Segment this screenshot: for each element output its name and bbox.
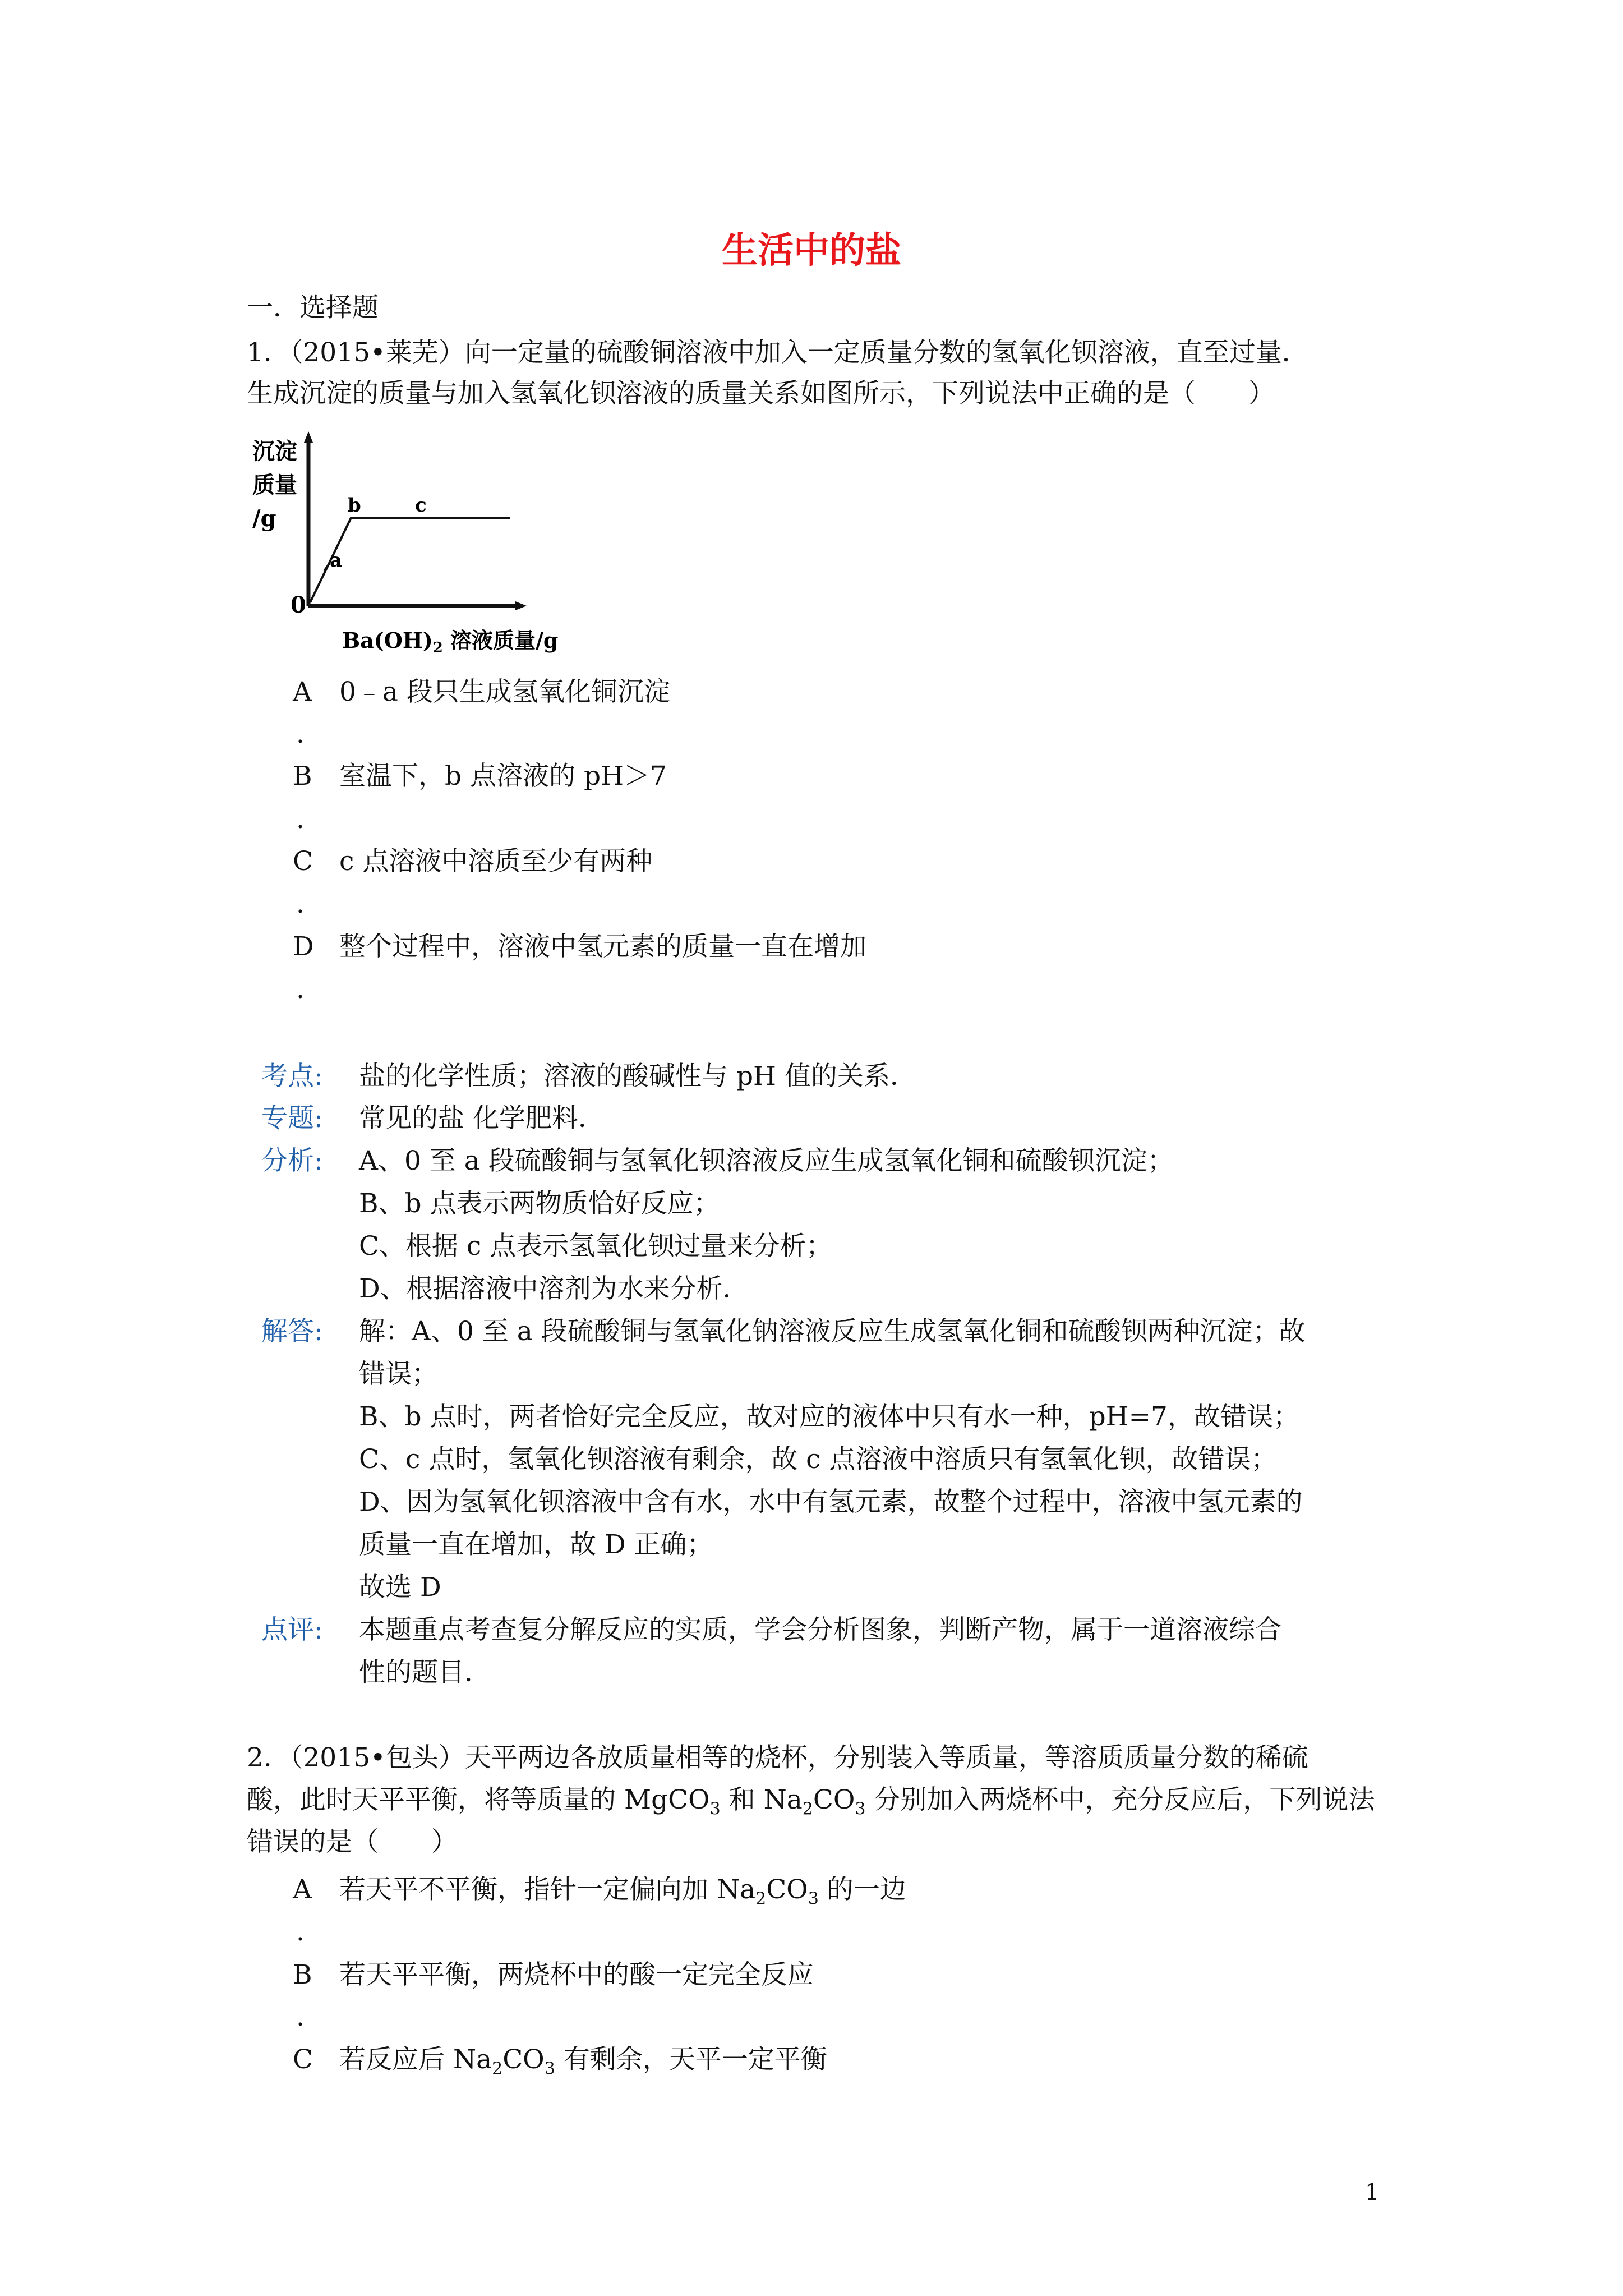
- q1-option-d-dot: .: [296, 974, 305, 1005]
- jieda-line-1: 解：A、0 至 a 段硫酸铜与氢氧化钠溶液反应生成氢氧化铜和硫酸钡两种沉淀；故: [359, 1316, 1306, 1347]
- dianping-line-1: 本题重点考查复分解反应的实质，学会分析图象，判断产物，属于一道溶液综合: [359, 1614, 1281, 1645]
- fenxi-label: 分析:: [261, 1145, 323, 1176]
- q1-option-c-dot: .: [296, 889, 305, 919]
- q2-option-b-text[interactable]: 若天平平衡，两烧杯中的酸一定完全反应: [339, 1959, 814, 1990]
- page-number: 1: [1365, 2179, 1380, 2205]
- q1-graph: [247, 426, 561, 662]
- point-b-label: b: [348, 494, 361, 517]
- point-a-label: a: [330, 549, 343, 572]
- q2-stem-line1: 2．（2015•包头）天平两边各放质量相等的烧杯，分别装入等质量，等溶质质量分数的稀硫: [247, 1742, 1308, 1773]
- q1-option-a-text[interactable]: 0﹣a 段只生成氢氧化铜沉淀: [339, 677, 670, 707]
- origin-label: 0: [291, 592, 306, 618]
- q2-stem-line2: 酸，此时天平平衡，将等质量的 MgCO$_3$ 和 $Na_2CO_3$ 分别加入两烧杯中，充分反应后，下列说法: [247, 1784, 1375, 1819]
- jieda-line-5: D、因为氢氧化钡溶液中含有水，水中有氢元素，故整个过程中，溶液中氢元素的: [359, 1487, 1303, 1517]
- kaodian-text: 盐的化学性质；溶液的酸碱性与 pH 值的关系．: [359, 1061, 916, 1092]
- q1-option-b-text[interactable]: 室温下，b 点溶液的 pH＞7: [339, 761, 667, 792]
- q1-option-c-text[interactable]: c 点溶液中溶质至少有两种: [339, 846, 653, 877]
- kaodian-label: 考点:: [261, 1061, 323, 1092]
- fenxi-line-3: C、根据 c 点表示氢氧化钡过量来分析；: [359, 1231, 833, 1262]
- section-heading: 一．选择题: [247, 292, 379, 323]
- q2-option-a-dot: .: [296, 1916, 305, 1947]
- q1-option-a-letter: A: [293, 677, 312, 707]
- jieda-line-3: B、b 点时，两者恰好完全反应，故对应的液体中只有水一种，pH=7，故错误；: [359, 1401, 1299, 1432]
- q2-option-b-letter: B: [293, 1959, 312, 1990]
- y-label-1: 沉淀: [252, 438, 297, 464]
- q2-option-c-text[interactable]: 若反应后 $Na_2CO_3$ 有剩余，天平一定平衡: [339, 2044, 827, 2079]
- fenxi-line-4: D、根据溶液中溶剂为水来分析．: [359, 1273, 749, 1304]
- q1-option-b-letter: B: [293, 761, 312, 792]
- y-label-2: 质量: [252, 472, 297, 498]
- dianping-label: 点评:: [261, 1614, 323, 1645]
- q2-stem-line3: 错误的是（ ）: [247, 1826, 458, 1857]
- q1-stem-line1: 1．（2015•莱芜）向一定量的硫酸铜溶液中加入一定质量分数的氢氧化钡溶液，直至过量．: [247, 337, 1308, 368]
- page-title: 生活中的盐: [722, 229, 901, 272]
- zhuanti-label: 专题:: [261, 1103, 323, 1134]
- zhuanti-text: 常见的盐 化学肥料．: [359, 1103, 605, 1134]
- jieda-label: 解答:: [261, 1316, 323, 1347]
- q1-option-a-dot: .: [296, 719, 305, 749]
- q1-stem-line2: 生成沉淀的质量与加入氢氧化钡溶液的质量关系如图所示，下列说法中正确的是（ ）: [247, 378, 1275, 409]
- x-axis-label: $Ba(OH)_2$ 溶液质量/g: [342, 628, 559, 656]
- jieda-line-4: C、c 点时，氢氧化钡溶液有剩余，故 c 点溶液中溶质只有氢氧化钡，故错误；: [359, 1444, 1278, 1475]
- dianping-line-2: 性的题目．: [359, 1657, 491, 1688]
- q1-option-d-text[interactable]: 整个过程中，溶液中氢元素的质量一直在增加: [339, 931, 866, 962]
- jieda-line-2: 错误；: [359, 1359, 438, 1389]
- q2-option-c-letter: C: [293, 2044, 313, 2075]
- q2-option-a-letter: A: [293, 1874, 312, 1905]
- q2-option-b-dot: .: [296, 2001, 305, 2032]
- fenxi-line-1: A、0 至 a 段硫酸铜与氢氧化钡溶液反应生成氢氧化铜和硫酸钡沉淀；: [359, 1145, 1174, 1176]
- jieda-line-6: 质量一直在增加，故 D 正确；: [359, 1529, 713, 1560]
- fenxi-line-2: B、b 点表示两物质恰好反应；: [359, 1188, 720, 1219]
- point-c-label: c: [415, 494, 427, 517]
- q1-option-c-letter: C: [293, 846, 313, 877]
- q1-option-d-letter: D: [293, 931, 314, 962]
- jieda-line-7: 故选 D: [359, 1572, 441, 1603]
- q1-option-b-dot: .: [296, 804, 305, 835]
- y-label-3: /g: [252, 505, 276, 532]
- q2-option-a-text[interactable]: 若天平不平衡，指针一定偏向加 $Na_2CO_3$ 的一边: [339, 1874, 906, 1909]
